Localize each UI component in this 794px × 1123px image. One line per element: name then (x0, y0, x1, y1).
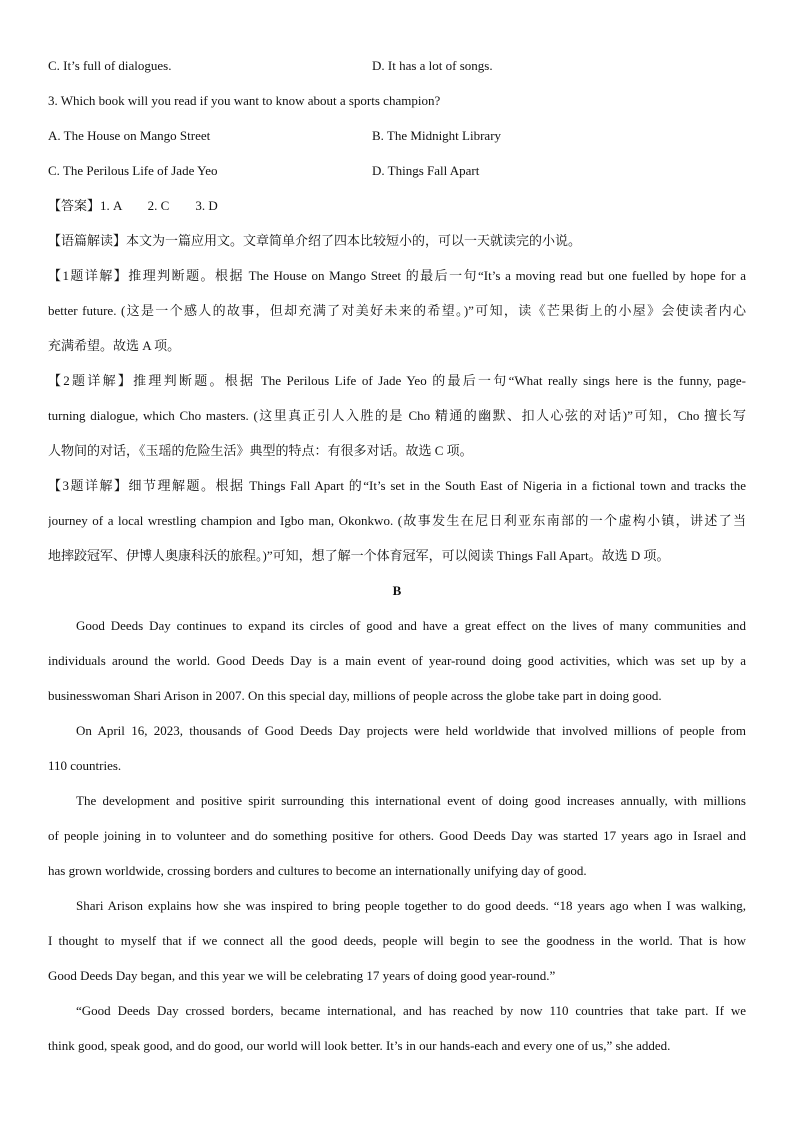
passage-p3-line-1: The development and positive spirit surrounding this international event of doing good increases annually, with millions (76, 793, 746, 808)
q3-option-c: C. The Perilous Life of Jade Yeo (48, 163, 218, 178)
passage-p4-line-3: Good Deeds Day began, and this year we will be celebrating 17 years of doing good year-round.” (48, 968, 556, 983)
q1-detail-line-2: better future. (这是一个感人的故事，但却充满了对美好未来的希望。)”可知，读《芒果街上的小屋》会使读者内心 (48, 303, 746, 318)
q3-option-d: D. Things Fall Apart (372, 163, 480, 178)
q2-option-d: D. It has a lot of songs. (372, 58, 493, 73)
q2-detail-line-1: 【2题详解】推理判断题。根据 The Perilous Life of Jade Yeo 的最后一句“What really sings here is the funny, page- (48, 373, 746, 388)
section-heading-b: B (392, 583, 402, 598)
q2-detail-line-2: turning dialogue, which Cho masters. (这里真正引人入胜的是 Cho 精通的幽默、扣人心弦的对话)”可知，Cho 擅长写 (48, 408, 746, 423)
q2-detail-line-3: 人物间的对话，《玉瑶的危险生活》典型的特点：有很多对话。故选 C 项。 (48, 443, 473, 458)
passage-p5-line-2: think good, speak good, and do good, our world will look better. It’s in our hands-each and every one of us,” she added. (48, 1038, 671, 1053)
answer-line: 【答案】1. A 2. C 3. D (48, 198, 218, 213)
passage-p4-line-1: Shari Arison explains how she was inspired to bring people together to do good deeds. “18 years ago when I was walking, (76, 898, 746, 913)
q3-detail-line-2: journey of a local wrestling champion and Igbo man, Okonkwo. (故事发生在尼日利亚东南部的一个虚构小镇，讲述了当 (48, 513, 746, 528)
q2-option-c: C. It’s full of dialogues. (48, 58, 172, 73)
q3-stem: 3. Which book will you read if you want to know about a sports champion? (48, 93, 441, 108)
passage-p4-line-2: I thought to myself that if we connect all the good deeds, people will begin to see the goodness in the world. That is how (48, 933, 746, 948)
passage-p2-line-1: On April 16, 2023, thousands of Good Deeds Day projects were held worldwide that involved millions of people from (76, 723, 746, 738)
passage-p3-line-2: of people joining in to volunteer and do something positive for others. Good Deeds Day was started 17 years ago in Israel and (48, 828, 746, 843)
q3-detail-line-3: 地摔跤冠军、伊博人奥康科沃的旅程。)”可知，想了解一个体育冠军，可以阅读 Things Fall Apart。故选 D 项。 (48, 548, 670, 563)
passage-p2-line-2: 110 countries. (48, 758, 122, 773)
q1-detail-line-1: 【1题详解】推理判断题。根据 The House on Mango Street 的最后一句“It’s a moving read but one fuelled by hope for a (48, 268, 746, 283)
guide-line: 【语篇解读】本文为一篇应用文。文章简单介绍了四本比较短小的，可以一天就读完的小说。 (48, 233, 582, 248)
passage-p1-line-2: individuals around the world. Good Deeds Day is a main event of year-round doing good activities, which was set up by a (48, 653, 746, 668)
q3-option-a: A. The House on Mango Street (48, 128, 211, 143)
q3-detail-line-1: 【3题详解】细节理解题。根据 Things Fall Apart 的“It’s set in the South East of Nigeria in a fictional town and tracks the (48, 478, 746, 493)
q3-option-b: B. The Midnight Library (372, 128, 502, 143)
passage-p1-line-3: businesswoman Shari Arison in 2007. On this special day, millions of people across the globe take part in doing good. (48, 688, 662, 703)
passage-p1-line-1: Good Deeds Day continues to expand its circles of good and have a great effect on the lives of many communities and (76, 618, 746, 633)
passage-p3-line-3: has grown worldwide, crossing borders and cultures to become an internationally unifying day of good. (48, 863, 587, 878)
q1-detail-line-3: 充满希望。故选 A 项。 (48, 338, 181, 353)
passage-p5-line-1: “Good Deeds Day crossed borders, became international, and has reached by now 110 countries that take part. If we (76, 1003, 746, 1018)
